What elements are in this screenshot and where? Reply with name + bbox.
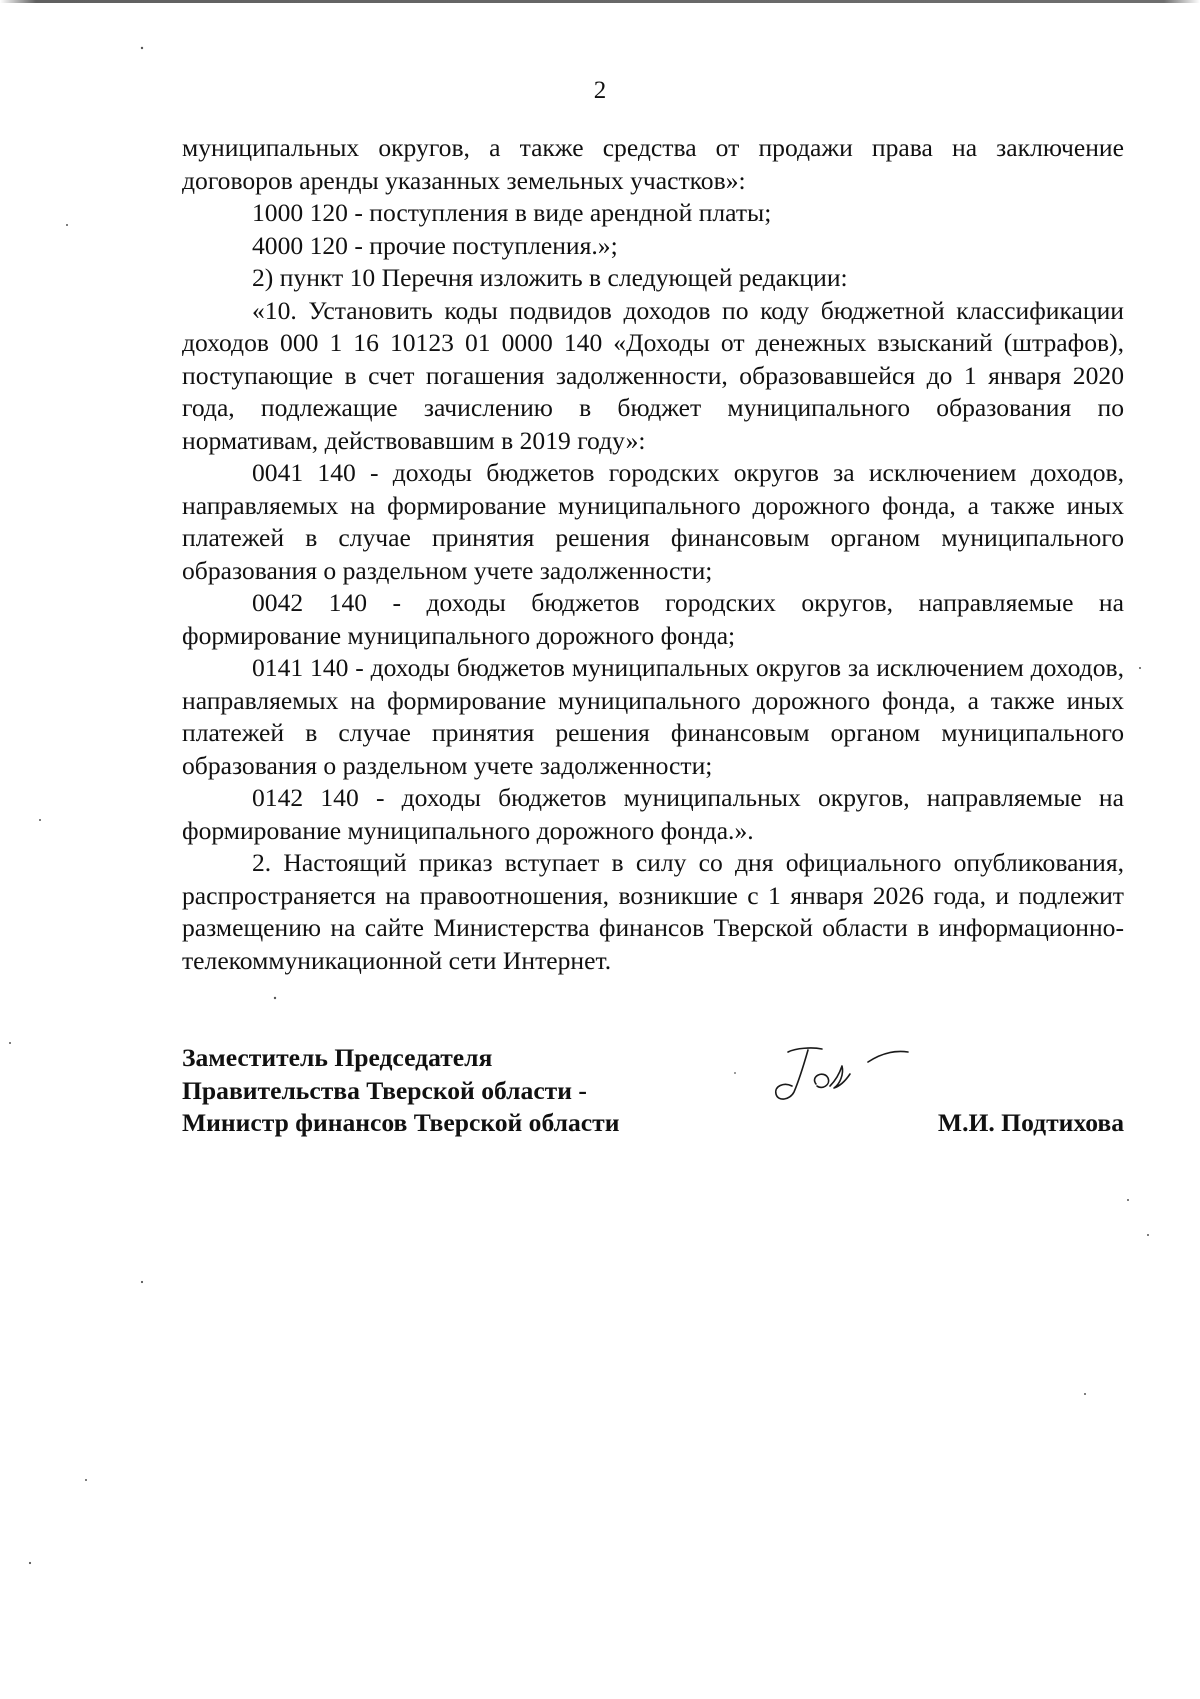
body-paragraph-2: 1000 120 - поступления в виде арендной платы;	[252, 198, 772, 227]
body-paragraph-5: «10. Установить коды подвидов доходов по коду бюджетной классификации доходов 000 1 16 10123 01 0000 140 «Доходы от денежных взысканий (штрафов), поступающие в счет погашения задолженности, образовавшейся до 1 января 2020 года, подлежащие зачислению в бюджет муниципального образования по нормативам, действовавшим в 2019 году»:	[182, 295, 1124, 455]
body-paragraph-7: 0042 140 - доходы бюджетов городских округов, направляемые на формирование муниципального дорожного фонда;	[182, 588, 1124, 650]
body-paragraph-9: 0142 140 - доходы бюджетов муниципальных округов, направляемые на формирование муниципального дорожного фонда.».	[182, 783, 1124, 845]
signatory-name: М.И. Подтихова	[937, 1108, 1124, 1137]
body-paragraph-3: 4000 120 - прочие поступления.»;	[252, 230, 618, 260]
body-paragraph-6: 0041 140 - доходы бюджетов городских округов за исключением доходов, направляемых на формирование муниципального дорожного фонда, а также иных платежей в случае принятия решения финансовым органом муниципального образования о раздельном учете задолженности;	[182, 458, 1124, 585]
scan-top-edge	[0, 0, 1200, 3]
body-paragraph-1: муниципальных округов, а также средства от продажи права на заключение договоров аренды указанных земельных участков»:	[182, 133, 1124, 195]
signatory-position-line-1: Заместитель Председателя	[182, 1043, 493, 1072]
body-paragraph-4: 2) пункт 10 Перечня изложить в следующей редакции:	[252, 263, 848, 292]
signature-block	[182, 1042, 1124, 1152]
signatory-position	[182, 1042, 619, 1140]
body-paragraph-10: 2. Настоящий приказ вступает в силу со дня официального опубликования, распространяется на правоотношения, возникшие с 1 января 2026 года, и подлежит размещению на сайте Министерства финансов Тверской области в информационно-телекоммуникационной сети Интернет.	[182, 848, 1124, 975]
page-number: 2	[593, 77, 607, 104]
signatory-position-line-2: Правительства Тверской области -	[182, 1075, 587, 1105]
body-paragraph-8: 0141 140 - доходы бюджетов муниципальных округов за исключением доходов, направляемых на формирование муниципального дорожного фонда, а также иных платежей в случае принятия решения финансовым органом муниципального образования о раздельном учете задолженности;	[182, 653, 1124, 780]
document-body	[182, 132, 1124, 977]
signatory-position-line-3: Министр финансов Тверской области	[182, 1108, 620, 1137]
handwritten-signature	[770, 1040, 940, 1110]
